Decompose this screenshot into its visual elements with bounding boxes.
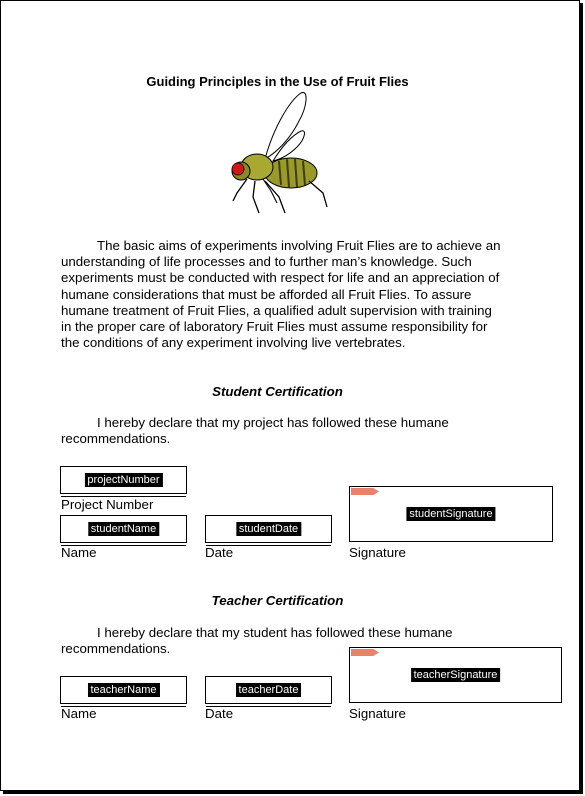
project-number-label: Project Number [61,497,154,512]
project-number-field-tag: projectNumber [84,473,162,487]
teacher-name-label: Name [61,706,97,721]
teacher-date-label: Date [205,706,234,721]
page-title: Guiding Principles in the Use of Fruit Flies [146,74,409,89]
student-name-label: Name [61,545,97,560]
teacher-name-field[interactable] [60,676,187,704]
intro-paragraph [61,238,501,351]
teacher-date-field-tag: teacherDate [236,683,302,697]
signature-flag-icon [351,488,379,495]
student-date-label: Date [205,545,234,560]
student-signature-line [349,541,473,542]
student-signature-label: Signature [349,545,406,560]
teacher-signature-field-tag: teacherSignature [411,668,501,682]
fruit-fly-icon [223,89,333,217]
teacher-signature-label: Signature [349,706,406,721]
teacher-declaration-text: I hereby declare that my student has followed these humane recommendations. [61,625,453,657]
project-number-field[interactable] [60,466,187,494]
teacher-signature-field[interactable] [349,647,562,703]
teacher-certification-heading: Teacher Certification [211,593,344,608]
student-date-field-tag: studentDate [236,522,301,536]
student-certification-heading: Student Certification [212,384,343,399]
signature-flag-icon [351,649,379,656]
teacher-signature-line [349,702,473,703]
student-signature-field[interactable] [349,486,553,542]
teacher-name-field-tag: teacherName [87,683,159,697]
student-date-field[interactable] [205,515,332,543]
student-declaration-text: I hereby declare that my project has followed these humane recommendations. [61,415,449,447]
student-declaration [61,415,501,447]
student-signature-field-tag: studentSignature [406,507,495,521]
intro-text: The basic aims of experiments involving Fruit Flies are to achieve an understanding of life processes and to further man’s knowledge. Such experiments must be conducted with respect for life and an appreciation of humane considerations that must be afforded all Fruit Flies. To assure humane treatment of Fruit Flies, a qualified adult supervision with training in the proper care of laboratory Fruit Flies must assume responsibility for the conditions of any experiment involving live vertebrates. [61,238,501,351]
student-name-field[interactable] [60,515,187,543]
teacher-date-field[interactable] [205,676,332,704]
student-name-field-tag: studentName [88,522,159,536]
